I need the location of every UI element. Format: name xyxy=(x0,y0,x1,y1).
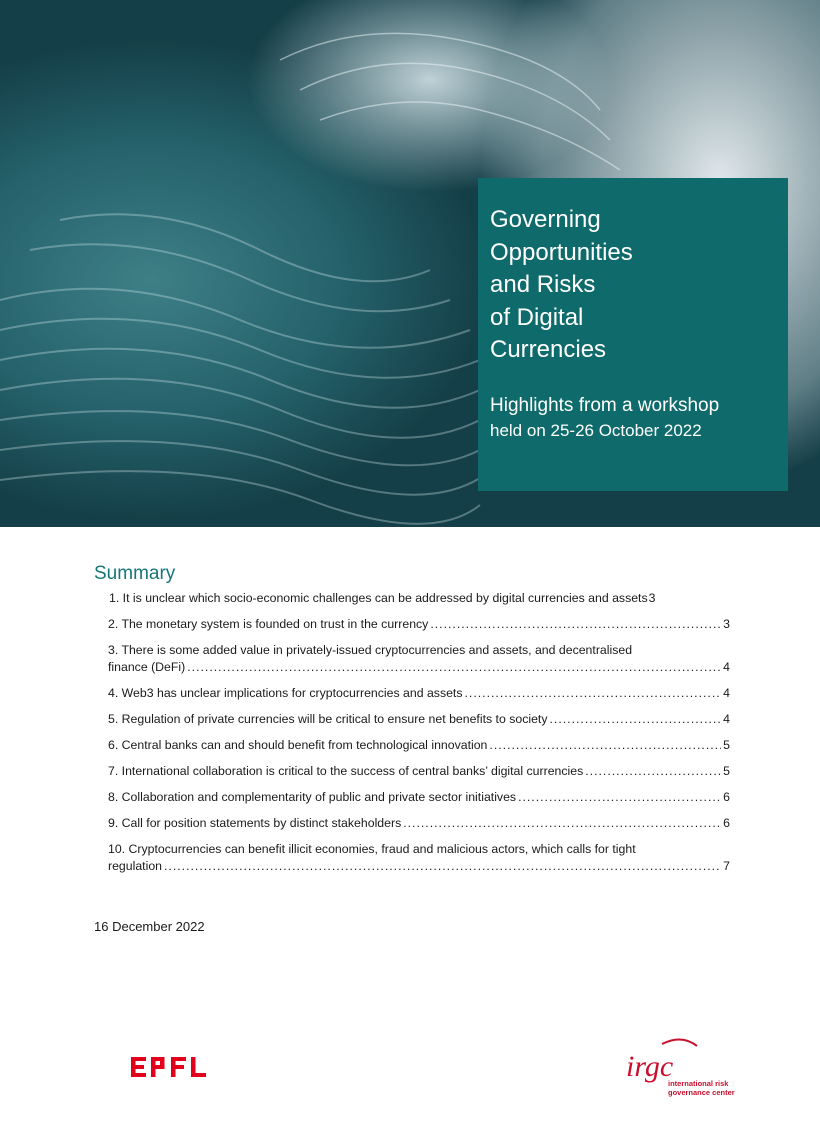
toc-leader xyxy=(550,711,722,728)
irgc-tagline-line: international risk xyxy=(668,1079,729,1088)
toc-item[interactable] xyxy=(108,789,730,806)
cover-title-line: Opportunities xyxy=(490,238,633,266)
toc-item-text: 3. There is some added value in privately-issued cryptocurrencies and assets, and decentralised xyxy=(108,643,633,657)
toc-item-page: 4 xyxy=(723,660,730,674)
toc-item-page: 7 xyxy=(723,859,730,873)
irgc-tagline-line: governance center xyxy=(668,1087,735,1097)
toc-item[interactable] xyxy=(108,685,730,702)
irgc-logo xyxy=(622,1036,712,1084)
cover-subtitle-date: held on 25-26 October 2022 xyxy=(490,420,702,440)
toc-item-text: 1. It is unclear which socio-economic challenges can be addressed by digital currencies and assets xyxy=(109,591,648,605)
toc-leader xyxy=(164,858,721,875)
toc-item[interactable] xyxy=(108,642,730,676)
toc-item-page: 3 xyxy=(648,591,656,605)
toc-item-page: 5 xyxy=(723,738,730,752)
toc-item-text: regulation xyxy=(108,859,163,873)
toc-item-text: 4. Web3 has unclear implications for cryptocurrencies and assets xyxy=(108,686,463,700)
table-of-contents xyxy=(108,590,730,884)
toc-item[interactable] xyxy=(108,841,730,875)
toc-item-text: 5. Regulation of private currencies will be critical to ensure net benefits to society xyxy=(108,712,548,726)
epfl-logo-text: EPFL xyxy=(131,1055,134,1056)
cover-subtitle: Highlights from a workshop xyxy=(490,394,720,416)
epfl-logo xyxy=(131,1055,213,1079)
toc-item[interactable] xyxy=(108,763,730,780)
toc-leader xyxy=(403,815,721,832)
toc-item-text: 10. Cryptocurrencies can benefit illicit economies, fraud and malicious actors, which calls for tight xyxy=(108,842,636,856)
toc-leader xyxy=(465,685,722,702)
toc-item-text: 8. Collaboration and complementarity of public and private sector initiatives xyxy=(108,790,517,804)
toc-item[interactable] xyxy=(108,737,730,754)
cover-title-line: and Risks xyxy=(490,271,596,298)
publication-date: 16 December 2022 xyxy=(94,919,205,934)
irgc-tagline xyxy=(668,1080,735,1097)
cover-title-line: Governing xyxy=(490,206,601,233)
toc-leader xyxy=(187,659,721,676)
toc-item-page: 4 xyxy=(723,686,730,700)
toc-leader xyxy=(430,616,721,633)
toc-item-text: finance (DeFi) xyxy=(108,660,186,674)
toc-leader xyxy=(585,763,721,780)
cover-image xyxy=(0,0,820,527)
toc-item[interactable] xyxy=(108,815,730,832)
toc-item[interactable] xyxy=(108,590,730,607)
toc-item-page: 6 xyxy=(723,790,730,804)
cover-title-line: of Digital xyxy=(490,303,584,331)
toc-leader xyxy=(518,789,721,806)
toc-item-text: 9. Call for position statements by distinct stakeholders xyxy=(108,816,402,830)
toc-item-text: 6. Central banks can and should benefit from technological innovation xyxy=(108,738,488,752)
cover-title-line: Currencies xyxy=(490,336,607,363)
summary-heading: Summary xyxy=(94,563,176,584)
irgc-mark: irgc xyxy=(626,1050,674,1083)
toc-item-page: 5 xyxy=(723,764,730,778)
toc-item[interactable] xyxy=(108,616,730,633)
toc-item-page: 4 xyxy=(723,712,730,726)
toc-item-page: 3 xyxy=(723,617,730,631)
cover-title-box xyxy=(478,178,788,491)
toc-item-text: 7. International collaboration is critical to the success of central banks’ digital currencies xyxy=(108,764,584,778)
toc-item-page: 6 xyxy=(723,816,730,830)
toc-leader xyxy=(489,737,721,754)
toc-item[interactable] xyxy=(108,711,730,728)
toc-item-text: 2. The monetary system is founded on trust in the currency xyxy=(108,617,429,631)
